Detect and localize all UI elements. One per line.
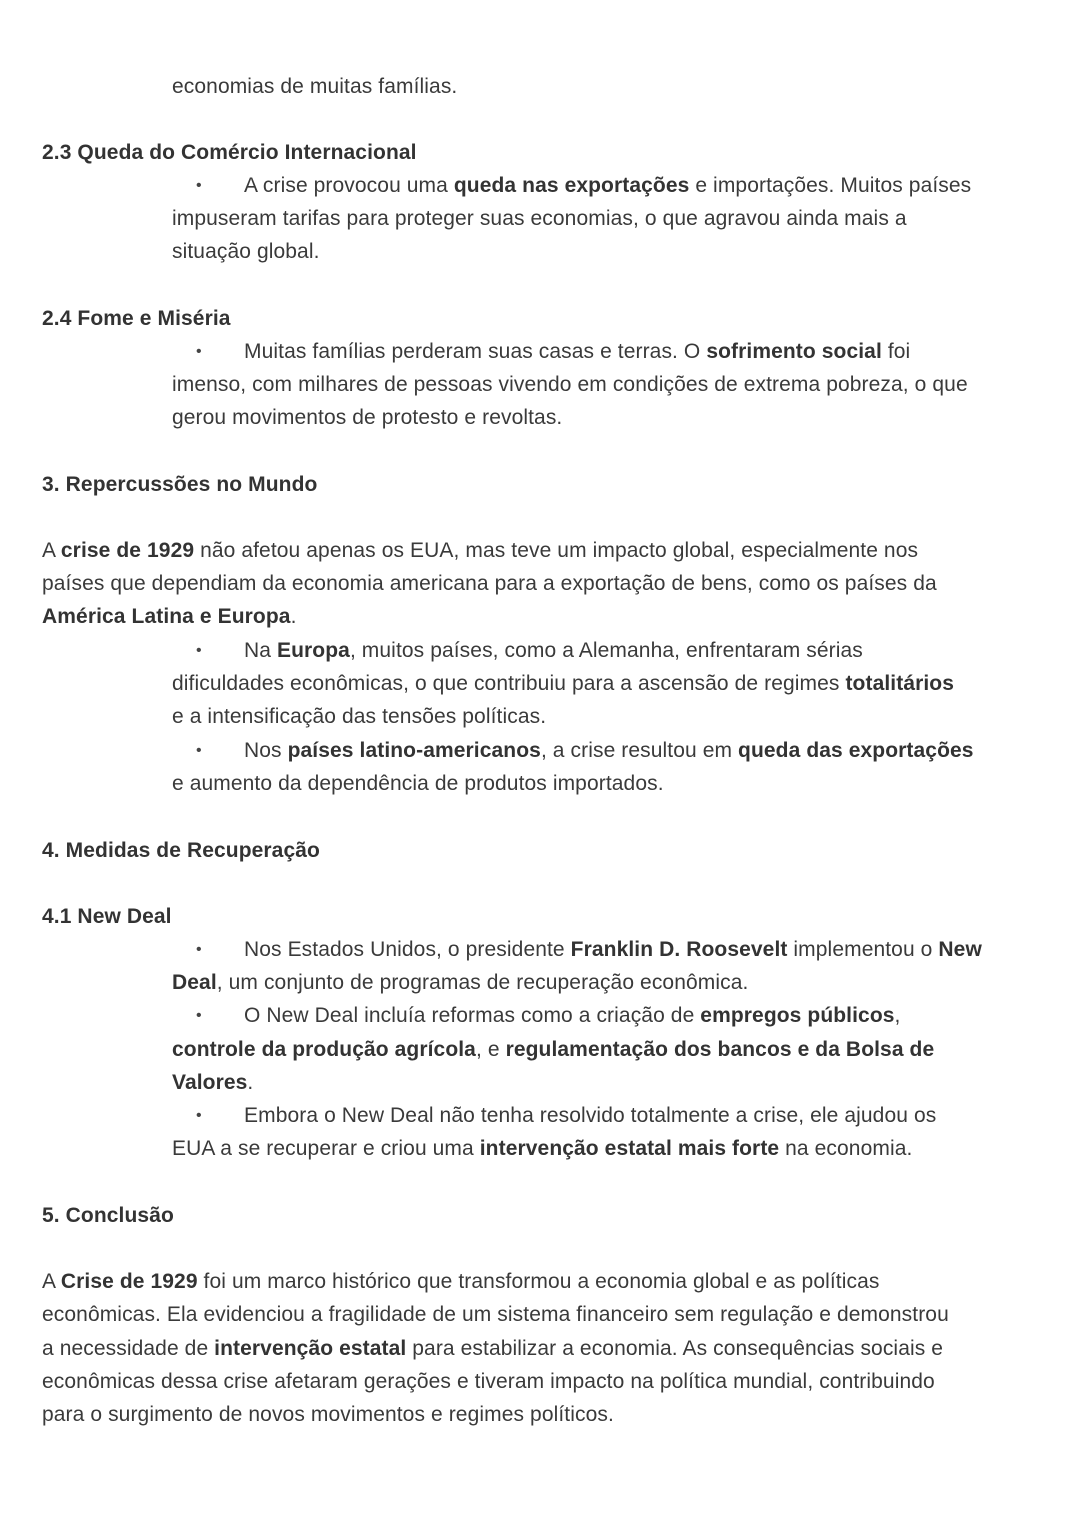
bullet-text: Valores. [172, 1071, 254, 1094]
paragraph: a necessidade de intervenção estatal para estabilizar a economia. As consequências sociais e [42, 1337, 944, 1360]
bullet-icon: • [196, 742, 202, 759]
section-heading-4-1: 4.1 New Deal [42, 905, 172, 928]
section-heading-3: 3. Repercussões no Mundo [42, 473, 318, 496]
bullet-icon: • [196, 941, 202, 958]
bullet-text: controle da produção agrícola, e regulamentação dos bancos e da Bolsa de [172, 1038, 935, 1061]
section-heading-2-4: 2.4 Fome e Miséria [42, 307, 231, 330]
bullet-text: imenso, com milhares de pessoas vivendo em condições de extrema pobreza, o que [172, 373, 968, 396]
section-heading-4: 4. Medidas de Recuperação [42, 839, 320, 862]
paragraph: econômicas dessa crise afetaram gerações e tiveram impacto na política mundial, contribuindo [42, 1370, 935, 1393]
paragraph: América Latina e Europa. [42, 605, 297, 628]
bullet-text: gerou movimentos de protesto e revoltas. [172, 406, 563, 429]
bullet-icon: • [196, 1007, 202, 1024]
bullet-text: Muitas famílias perderam suas casas e terras. O sofrimento social foi [244, 340, 911, 363]
bullet-text: impuseram tarifas para proteger suas economias, o que agravou ainda mais a [172, 207, 907, 230]
paragraph-continuation: economias de muitas famílias. [172, 75, 458, 98]
bullet-text: situação global. [172, 240, 320, 263]
bullet-text: A crise provocou uma queda nas exportações e importações. Muitos países [244, 174, 972, 197]
bullet-text: O New Deal incluía reformas como a criação de empregos públicos, [244, 1004, 901, 1027]
paragraph: A crise de 1929 não afetou apenas os EUA, mas teve um impacto global, especialmente nos [42, 539, 919, 562]
bullet-text: Nos Estados Unidos, o presidente Franklin D. Roosevelt implementou o New [244, 938, 982, 961]
bullet-icon: • [196, 1107, 202, 1124]
section-heading-2-3: 2.3 Queda do Comércio Internacional [42, 141, 417, 164]
bullet-text: Na Europa, muitos países, como a Alemanha, enfrentaram sérias [244, 639, 863, 662]
paragraph: para o surgimento de novos movimentos e regimes políticos. [42, 1403, 614, 1426]
bullet-text: dificuldades econômicas, o que contribuiu para a ascensão de regimes totalitários [172, 672, 955, 695]
bullet-icon: • [196, 642, 202, 659]
section-heading-5: 5. Conclusão [42, 1204, 174, 1227]
bullet-icon: • [196, 343, 202, 360]
paragraph: países que dependiam da economia americana para a exportação de bens, como os países da [42, 572, 937, 595]
bullet-text: Deal, um conjunto de programas de recuperação econômica. [172, 971, 749, 994]
paragraph: econômicas. Ela evidenciou a fragilidade de um sistema financeiro sem regulação e demonstrou [42, 1303, 949, 1326]
bullet-text: e a intensificação das tensões políticas. [172, 705, 547, 728]
bullet-icon: • [196, 177, 202, 194]
bullet-text: Nos países latino-americanos, a crise resultou em queda das exportações [244, 739, 974, 762]
bullet-text: Embora o New Deal não tenha resolvido totalmente a crise, ele ajudou os [244, 1104, 937, 1127]
bullet-text: EUA a se recuperar e criou uma intervenção estatal mais forte na economia. [172, 1137, 913, 1160]
bullet-text: e aumento da dependência de produtos importados. [172, 772, 664, 795]
paragraph: A Crise de 1929 foi um marco histórico que transformou a economia global e as políticas [42, 1270, 880, 1293]
